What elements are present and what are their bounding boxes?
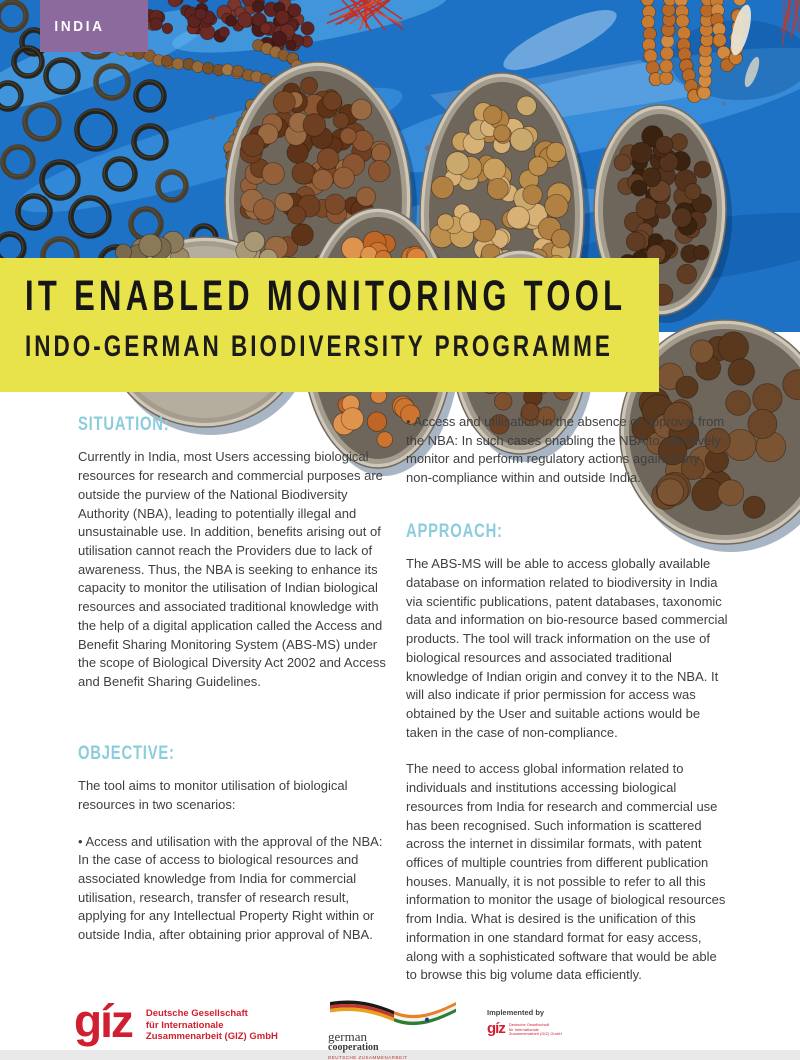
approach-body-1: The ABS-MS will be able to access globally available database on information related to biodiversity in India via scientific publications, patent databases, taxonomic data and information on bio-resource based commercial products. The tool will track information on the use of biological resources and associated traditional knowledge of Indian origin and convey it to the NBA. It will also indicate if prior permission for access was obtained by the User and suitable actions would be taken in the case of non-compliance.	[406, 555, 728, 742]
gc-line2: cooperation	[328, 1043, 473, 1053]
country-badge-label: INDIA	[40, 18, 105, 35]
gc-line1: german	[328, 1031, 473, 1043]
giz-line: für Internationale	[146, 1020, 278, 1032]
giz-logo	[74, 1002, 278, 1043]
objective-intro: The tool aims to monitor utilisation of biological resources in two scenarios:	[78, 777, 392, 814]
implemented-giz-wordmark: gíz	[487, 1022, 505, 1035]
right-column	[406, 413, 728, 1003]
situation-heading: SITUATION:	[78, 411, 170, 438]
approach-heading: APPROACH:	[406, 518, 503, 545]
giz-wordmark: gíz	[74, 1002, 132, 1043]
objective-heading: OBJECTIVE:	[78, 740, 175, 767]
title-banner	[0, 258, 659, 392]
page-title: IT ENABLED MONITORING TOOL	[25, 272, 626, 321]
objective-bullet-2: • Access and utilisation in the absence of approval from the NBA: In such cases enabling the NBA to effectively monitor and perform regulatory actions against any non-compliance within and outside India.	[406, 413, 728, 488]
giz-line: Deutsche Gesellschaft	[146, 1008, 278, 1020]
impl-line: Zusammenarbeit (GIZ) GmbH	[509, 1032, 562, 1037]
impl-line: Deutsche Gesellschaft	[509, 1023, 562, 1028]
impl-line: für Internationale	[509, 1028, 562, 1033]
gc-line3: DEUTSCHE ZUSAMMENARBEIT	[328, 1055, 473, 1060]
approach-body-2: The need to access global information related to individuals and institutions accessing biological resources from India for research and commercial use has been recognised. Such information is scattered across the internet in dissimilar formats, with patent offices of multiple countries from different publication houses. Manually, it is not possible to refer to all this information to monitor the usage of biological resources from India. What is desired is the unification of this information in one standard format for easy access, along with a sophisticated software that would be able to browse this big volume data efficiently.	[406, 760, 728, 985]
german-india-ribbon-icon	[328, 1000, 460, 1024]
footer	[0, 998, 800, 1050]
giz-line: Zusammenarbeit (GIZ) GmbH	[146, 1031, 278, 1043]
implemented-by-label: Implemented by	[487, 1008, 562, 1017]
situation-body: Currently in India, most Users accessing biological resources for research and commercial purposes are outside the purview of the National Biodiversity Authority (NBA), leading to potentially illegal and unsustainable use. In addition, benefits arising out of utilisation cannot reach the Providers due to lack of awareness. Thus, the NBA is seeking to enhance its capacity to monitor the utilisation of Indian biological resources and associated traditional knowledge with the help of a digital application called the Access and Benefit Sharing Monitoring System (ABS-MS) under the scope of Biological Diversity Act 2002 and Access and Benefit Sharing Guidelines.	[78, 448, 392, 691]
german-cooperation-logo	[328, 1000, 473, 1060]
objective-bullet-1: • Access and utilisation with the approval of the NBA: In the case of access to biological resources and associated knowledge from India for commercial utilisation, research, transfer of research result, applying for any Intellectual Property Right within or outside India, after obtaining prior approval of NBA.	[78, 833, 392, 945]
implemented-giz-text	[509, 1023, 562, 1037]
page-subtitle: INDO-GERMAN BIODIVERSITY PROGRAMME	[25, 330, 613, 364]
country-badge	[40, 0, 148, 52]
giz-logo-text	[146, 1008, 278, 1043]
left-column	[78, 411, 392, 963]
implemented-by-block	[487, 1008, 562, 1037]
